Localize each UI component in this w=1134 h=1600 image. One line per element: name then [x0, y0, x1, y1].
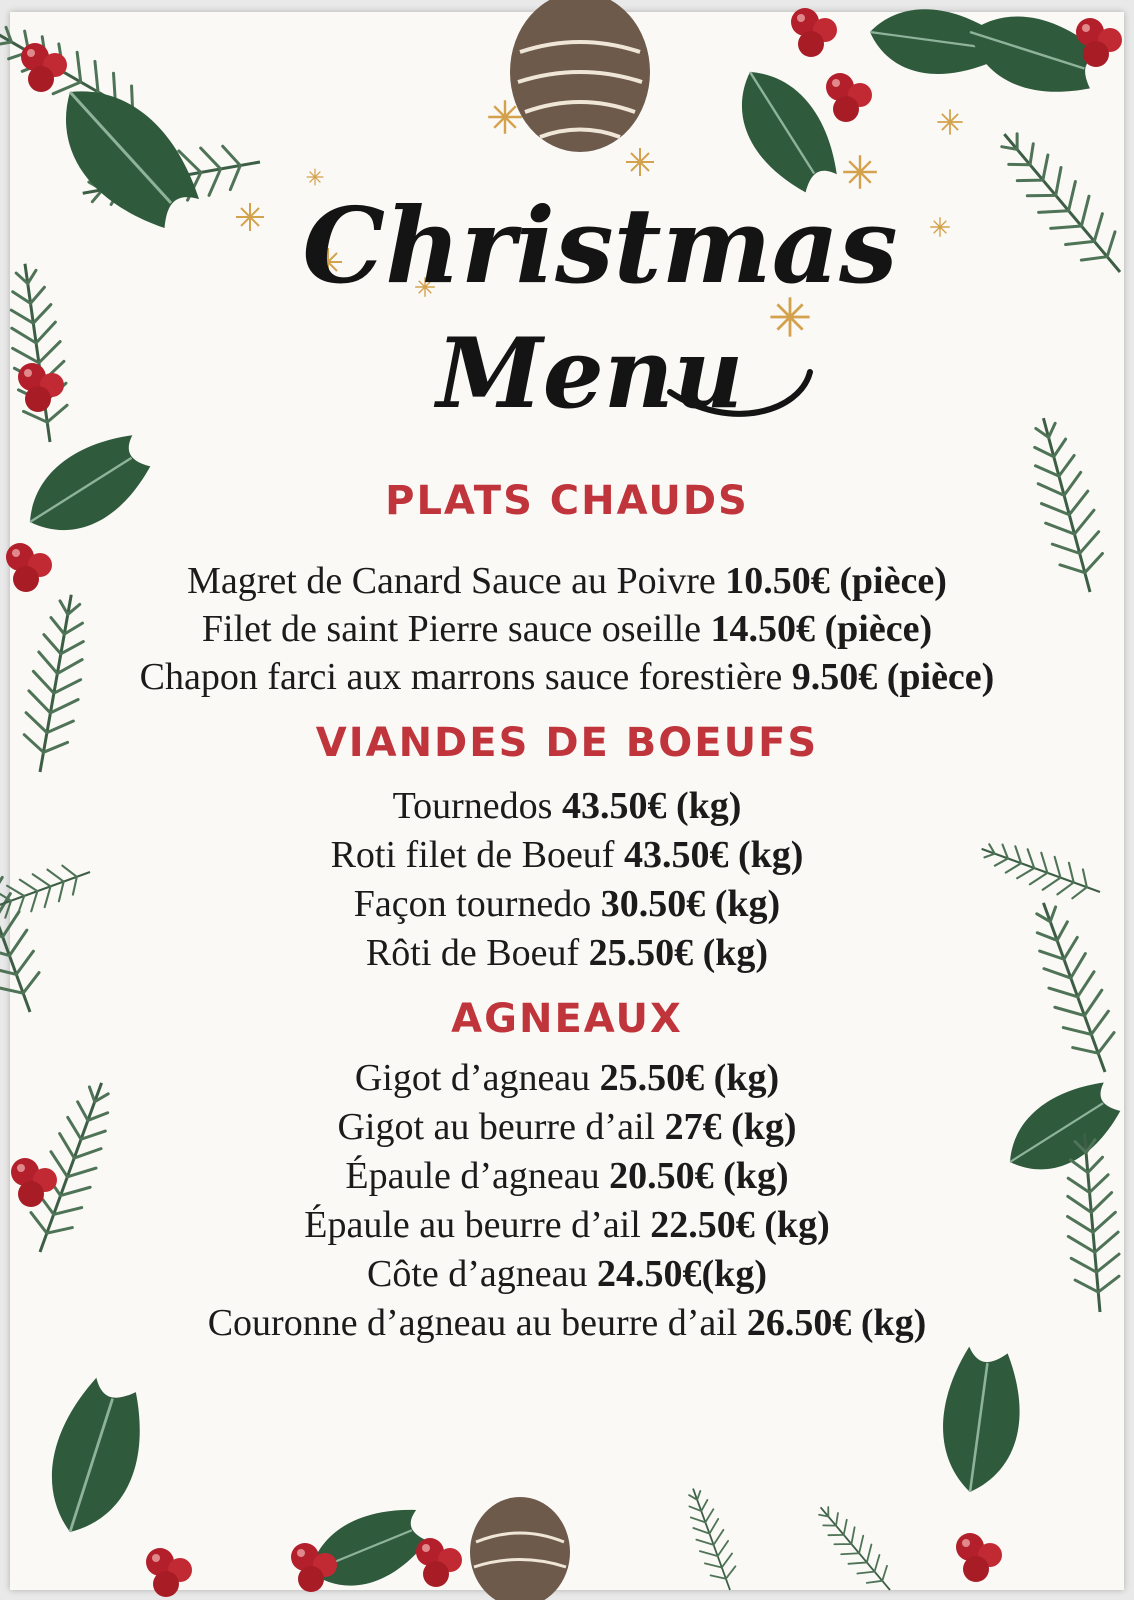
item-name: Côte d’agneau — [367, 1253, 588, 1295]
menu-item — [10, 557, 1124, 605]
item-name: Couronne d’agneau au beurre d’ail — [207, 1302, 738, 1344]
title-line-menu: Menu — [436, 317, 744, 430]
item-price: 22.50€ (kg) — [650, 1204, 830, 1246]
menu-item — [10, 653, 1124, 701]
item-price: 24.50€(kg) — [597, 1253, 767, 1295]
item-price: 25.50€ (kg) — [599, 1057, 780, 1099]
item-price: 27€ (kg) — [664, 1106, 797, 1148]
pine-cone-top — [510, 0, 650, 152]
item-name: Rôti de Boeuf — [365, 932, 580, 974]
menu-item — [10, 1250, 1124, 1298]
item-price: 9.50€ (pièce) — [791, 656, 995, 698]
item-name: Filet de saint Pierre sauce oseille — [201, 608, 701, 650]
section-title-agneaux: AGNEAUX — [451, 996, 683, 1042]
item-price: 43.50€ (kg) — [561, 785, 742, 827]
item-name: Gigot d’agneau — [354, 1057, 591, 1099]
item-name: Magret de Canard Sauce au Poivre — [187, 560, 716, 602]
menu-item — [10, 1201, 1124, 1249]
menu-item — [10, 1152, 1124, 1200]
item-price: 10.50€ (pièce) — [725, 560, 947, 602]
menu-item — [10, 1103, 1124, 1151]
item-name: Façon tournedo — [353, 883, 592, 925]
menu-item — [10, 929, 1124, 977]
section-title-plats-chauds: PLATS CHAUDS — [385, 478, 749, 524]
menu-item — [10, 831, 1124, 879]
item-name: Épaule d’agneau — [345, 1155, 600, 1197]
section-title-viandes-de-boeufs: VIANDES DE BOEUFS — [315, 720, 819, 766]
menu-item — [10, 880, 1124, 928]
item-name: Roti filet de Boeuf — [330, 834, 615, 876]
item-price: 30.50€ (kg) — [600, 883, 781, 925]
item-price: 43.50€ (kg) — [623, 834, 804, 876]
leaf-cluster-bottom — [30, 1344, 1031, 1600]
item-price: 20.50€ (kg) — [609, 1155, 789, 1197]
menu-page — [10, 12, 1124, 1590]
menu-item — [10, 1054, 1124, 1102]
item-name: Chapon farci aux marrons sauce forestière — [139, 656, 783, 698]
menu-item — [10, 1299, 1124, 1347]
item-price: 14.50€ (pièce) — [710, 608, 933, 650]
item-price: 25.50€ (kg) — [588, 932, 769, 974]
item-name: Épaule au beurre d’ail — [304, 1204, 641, 1246]
title-line-christmas: Christmas — [302, 184, 898, 307]
menu-item — [10, 782, 1124, 830]
item-name: Tournedos — [392, 785, 553, 827]
christmas-menu-title — [302, 132, 898, 452]
menu-item — [10, 605, 1124, 653]
item-name: Gigot au beurre d’ail — [337, 1106, 656, 1148]
item-price: 26.50€ (kg) — [746, 1302, 927, 1344]
